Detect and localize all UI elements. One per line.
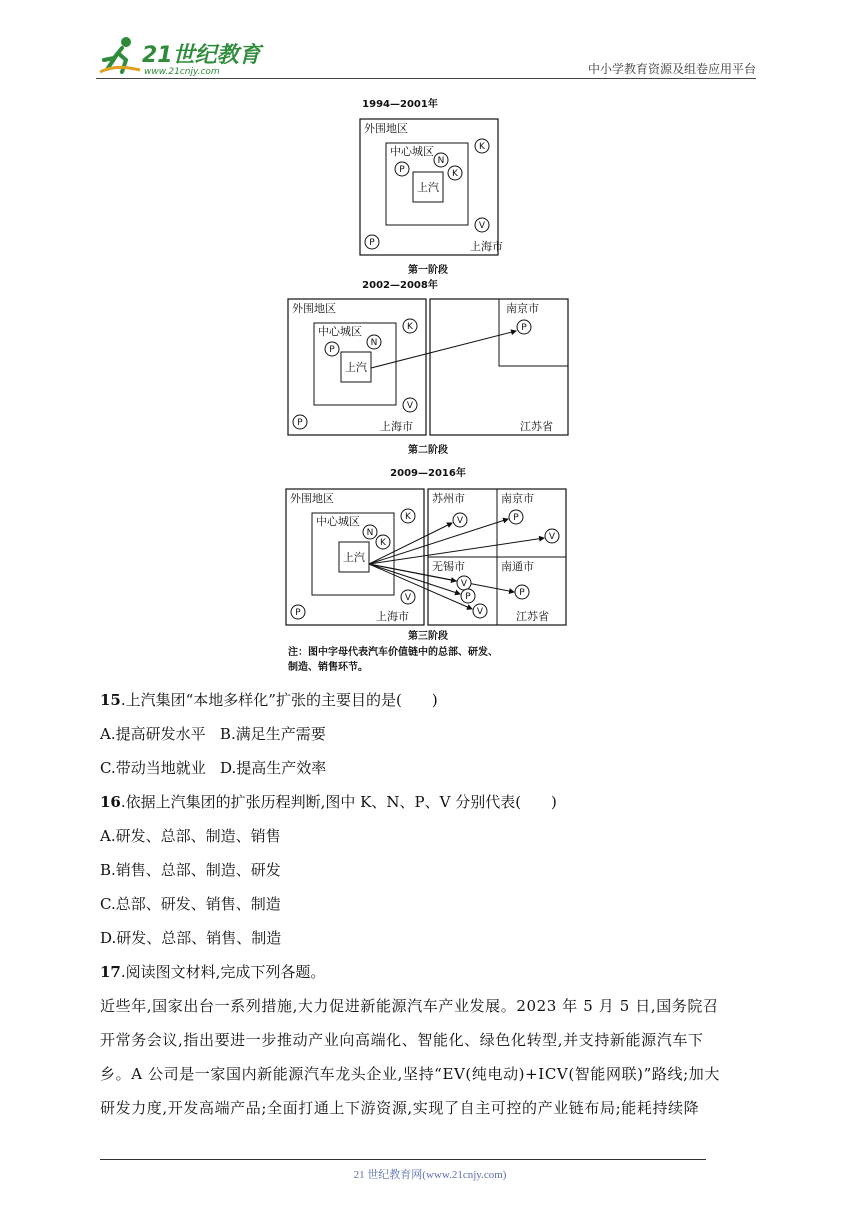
svg-text:中心城区: 中心城区 (316, 515, 360, 528)
svg-text:K: K (452, 169, 458, 179)
footer-text: 21 世纪教育网(www.21cnjy.com) (353, 1169, 507, 1181)
svg-text:V: V (478, 221, 486, 231)
svg-text:P: P (465, 592, 471, 602)
stage1 (360, 97, 503, 276)
question-17: 17.阅读图文材料,完成下列各题。 (100, 963, 326, 981)
svg-text:P: P (513, 513, 519, 523)
platform-name: 中小学教育资源及组卷应用平台 (587, 62, 756, 76)
stage1-years: 1994—2001年 (362, 99, 438, 110)
question-16: 16.依据上汽集团的扩张历程判断,图中 K、N、P、V 分别代表( ) (100, 793, 557, 811)
svg-text:苏州市: 苏州市 (432, 492, 465, 505)
svg-text:P: P (399, 165, 405, 175)
svg-text:P: P (369, 238, 375, 248)
svg-text:无锡市: 无锡市 (432, 560, 465, 573)
svg-text:K: K (407, 322, 413, 332)
logo-text: 21世纪教育 (142, 43, 261, 68)
svg-text:P: P (521, 323, 527, 333)
diagram-note-line2: 制造、销售环节。 (288, 662, 368, 673)
svg-text:N: N (366, 528, 374, 538)
stage1-outer-label: 外围地区 (364, 122, 408, 135)
svg-text:江苏省: 江苏省 (520, 420, 553, 433)
runner-icon (100, 37, 140, 72)
svg-text:V: V (476, 607, 484, 617)
material-line: 近些年,国家出台一系列措施,大力促进新能源汽车产业发展。2023 年 5 月 5 日,国务院召 (100, 997, 719, 1015)
svg-text:外围地区: 外围地区 (292, 302, 336, 315)
svg-text:V: V (456, 516, 464, 526)
svg-text:南通市: 南通市 (501, 560, 534, 573)
stage1-center-label: 中心城区 (390, 145, 434, 158)
material-line: 研发力度,开发高端产品;全面打通上下游资源,实现了自主可控的产业链布局;能耗持续降 (100, 1099, 700, 1117)
svg-text:P: P (329, 345, 335, 355)
svg-text:V: V (404, 593, 412, 603)
site-logo (96, 34, 266, 78)
svg-text:南京市: 南京市 (506, 302, 539, 315)
logo-url: www.21cnjy.com (144, 67, 220, 77)
footer-divider (100, 1159, 706, 1160)
svg-text:上汽: 上汽 (343, 551, 365, 564)
q15-options-row2: C.带动当地就业 D.提高生产效率 (100, 759, 327, 777)
q16-option-b: B.销售、总部、制造、研发 (100, 861, 281, 879)
header-divider (96, 78, 756, 79)
q16-option-c: C.总部、研发、销售、制造 (100, 895, 281, 913)
svg-text:V: V (548, 532, 556, 542)
q16-option-d: D.研发、总部、销售、制造 (100, 929, 282, 947)
svg-text:K: K (380, 538, 386, 548)
svg-text:K: K (479, 142, 485, 152)
material-line: 开常务会议,指出要进一步推动产业向高端化、智能化、绿色化转型,并支持新能源汽车下 (100, 1031, 704, 1049)
svg-text:P: P (295, 608, 301, 618)
svg-text:N: N (370, 338, 378, 348)
stage2-years: 2002—2008年 (362, 280, 438, 291)
q15-options-row1: A.提高研发水平 B.满足生产需要 (100, 725, 326, 743)
diagram-note-line1: 注：图中字母代表汽车价值链中的总部、研发、 (288, 647, 498, 658)
stage2-caption: 第二阶段 (408, 445, 448, 456)
stage3-caption: 第三阶段 (408, 631, 448, 642)
q16-option-a: A.研发、总部、制造、销售 (100, 827, 281, 845)
question-15: 15.上汽集团“本地多样化”扩张的主要目的是( ) (100, 691, 438, 709)
stage1-caption: 第一阶段 (408, 265, 448, 276)
svg-text:V: V (460, 579, 468, 589)
material-line: 乡。A 公司是一家国内新能源汽车龙头企业,坚持“EV(纯电动)+ICV(智能网联)”路线;加大 (100, 1065, 720, 1083)
svg-text:南京市: 南京市 (501, 492, 534, 505)
stage1-city: 上海市 (470, 240, 503, 253)
svg-text:P: P (297, 418, 303, 428)
stage3 (286, 466, 566, 673)
svg-text:K: K (405, 512, 411, 522)
svg-text:上汽: 上汽 (345, 361, 367, 374)
svg-text:V: V (406, 401, 414, 411)
svg-text:P: P (519, 588, 525, 598)
svg-text:N: N (437, 156, 445, 166)
stage3-years: 2009—2016年 (390, 468, 466, 479)
stage2 (288, 278, 568, 456)
svg-text:中心城区: 中心城区 (318, 325, 362, 338)
svg-text:外围地区: 外围地区 (290, 492, 334, 505)
expansion-diagram (280, 95, 580, 680)
stage1-hq: 上汽 (417, 181, 439, 194)
svg-text:上海市: 上海市 (380, 420, 413, 433)
svg-text:上海市: 上海市 (376, 610, 409, 623)
svg-text:江苏省: 江苏省 (516, 610, 549, 623)
